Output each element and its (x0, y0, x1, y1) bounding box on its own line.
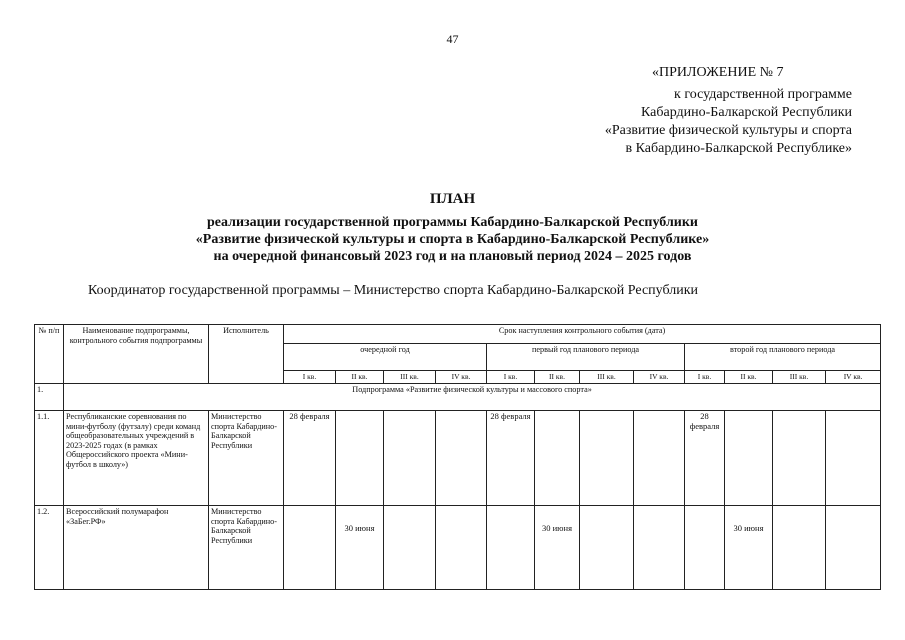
header-quarter: I кв. (284, 371, 336, 384)
section-row (35, 384, 881, 411)
plan-subtitle-line: «Развитие физической культуры и спорта в Кабардино-Балкарской Республике» (195, 232, 710, 247)
row-executor: Министерство спорта Кабардино-Балкарской Республики (209, 411, 284, 506)
section-num: 1. (35, 384, 64, 411)
plan-title: ПЛАН (429, 191, 476, 207)
header-quarter: II кв. (725, 371, 773, 384)
header-quarter: I кв. (487, 371, 535, 384)
date-cell (436, 411, 487, 506)
date-cell: 30 июня (336, 506, 384, 590)
header-period: очередной год (284, 344, 487, 371)
row-num: 1.2. (35, 506, 64, 590)
date-cell (384, 506, 436, 590)
table-row (35, 506, 881, 590)
date-cell (487, 506, 535, 590)
header-quarter: IV кв. (826, 371, 881, 384)
date-cell (773, 411, 826, 506)
date-cell: 28 февраля (487, 411, 535, 506)
date-cell (725, 411, 773, 506)
header-quarter: II кв. (535, 371, 580, 384)
plan-subtitle (0, 214, 905, 265)
coordinator-line: Координатор государственной программы – Министерство спорта Кабардино-Балкарской Республики (88, 283, 699, 298)
date-cell (580, 506, 634, 590)
header-period: второй год планового периода (685, 344, 881, 371)
header-deadline: Срок наступления контрольного события (дата) (284, 325, 881, 344)
date-cell (773, 506, 826, 590)
date-cell (384, 411, 436, 506)
plan-subtitle-line: реализации государственной программы Кабардино-Балкарской Республики (207, 215, 698, 230)
header-quarter: III кв. (773, 371, 826, 384)
date-cell (336, 411, 384, 506)
date-cell (535, 411, 580, 506)
appendix-line: к государственной программе (674, 87, 852, 102)
header-quarter: I кв. (685, 371, 725, 384)
date-cell (685, 506, 725, 590)
header-name: Наименование подпрограммы, контрольного события подпрограммы (64, 325, 209, 384)
date-cell: 30 июня (535, 506, 580, 590)
plan-subtitle-line: на очередной финансовый 2023 год и на плановый период 2024 – 2025 годов (213, 249, 692, 264)
date-cell: 28 февраля (685, 411, 725, 506)
header-quarter: III кв. (384, 371, 436, 384)
row-num: 1.1. (35, 411, 64, 506)
appendix-line: в Кабардино-Балкарской Республике» (625, 141, 852, 156)
appendix-line: «Развитие физической культуры и спорта (604, 123, 852, 138)
date-cell (634, 506, 685, 590)
section-title: Подпрограмма «Развитие физической культуры и массового спорта» (64, 384, 881, 411)
header-quarter: III кв. (580, 371, 634, 384)
date-cell (284, 506, 336, 590)
header-period: первый год планового периода (487, 344, 685, 371)
table-row (35, 411, 881, 506)
row-name: Республиканские соревнования по мини-футболу (футзалу) среди команд общеобразовательных учреждений в 2023-2025 годах (в рамках Общероссийского проекта «Мини-футбол в школу») (64, 411, 209, 506)
date-cell (436, 506, 487, 590)
date-cell: 28 февраля (284, 411, 336, 506)
date-cell (826, 411, 881, 506)
header-quarter: II кв. (336, 371, 384, 384)
row-executor: Министерство спорта Кабардино-Балкарской Республики (209, 506, 284, 590)
date-cell (580, 411, 634, 506)
header-quarter: IV кв. (436, 371, 487, 384)
date-cell (634, 411, 685, 506)
appendix-line: Кабардино-Балкарской Республики (641, 105, 852, 120)
appendix-title: «ПРИЛОЖЕНИЕ № 7 (652, 65, 784, 80)
page-number: 47 (446, 32, 459, 46)
row-name: Всероссийский полумарафон «ЗаБег.РФ» (64, 506, 209, 590)
header-quarter: IV кв. (634, 371, 685, 384)
date-cell: 30 июня (725, 506, 773, 590)
header-num: № п/п (35, 325, 64, 384)
date-cell (826, 506, 881, 590)
plan-table (34, 324, 881, 590)
header-executor: Исполнитель (209, 325, 284, 384)
